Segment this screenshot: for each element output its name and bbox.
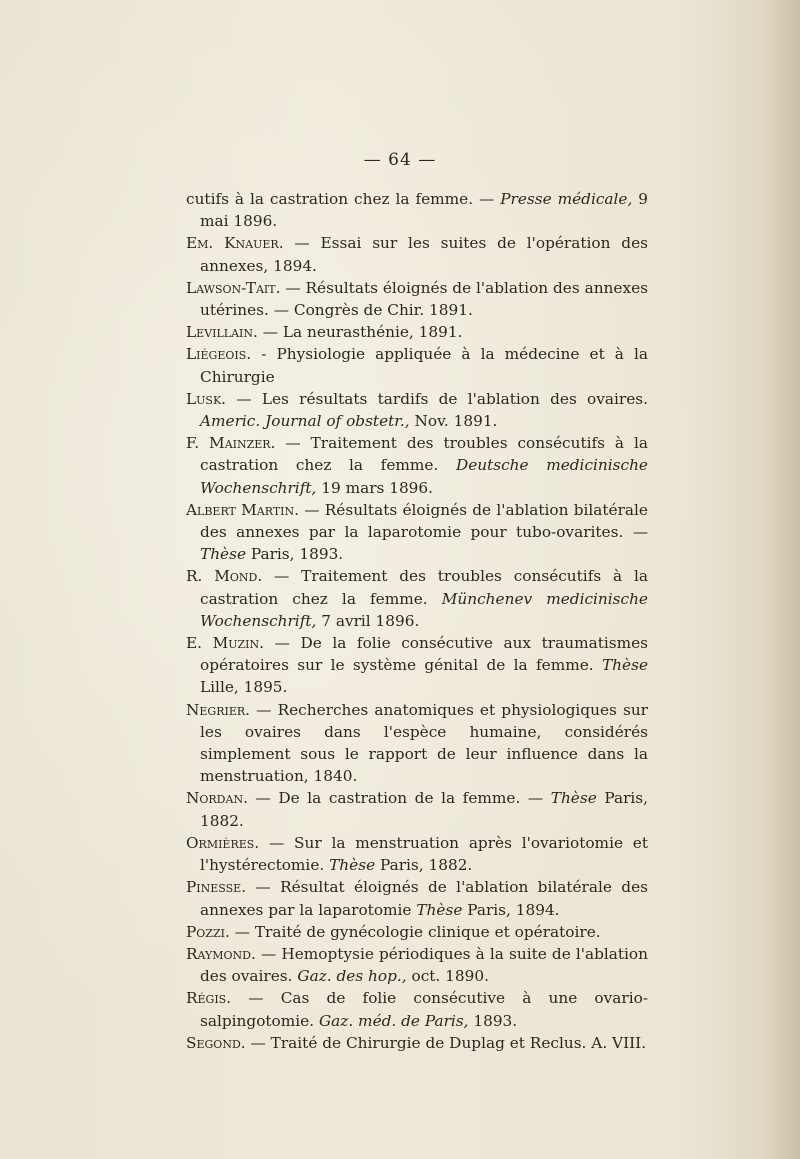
bibliography-entry: F. Mainzer. — Traitement des troubles consécutifs à la castration chez la femme. Deutsche medicinische Wochenschrift, 19 mars 1896. <box>186 434 648 497</box>
bibliography-list <box>186 188 648 1054</box>
page-edge-shadow <box>760 0 800 1159</box>
bibliography-entry: Lusk. — Les résultats tardifs de l'ablation des ovaires. Americ. Journal of obstetr., Nov. 1891. <box>186 389 648 431</box>
bibliography-entry: Nordan. — De la castration de la femme. — Thèse Paris, 1882. <box>186 789 648 830</box>
bibliography-entry: Raymond. — Hemoptysie périodiques à la suite de l'ablation des ovaires. Gaz. des hop., oct. 1890. <box>186 944 648 986</box>
bibliography-entry: Albert Martin. — Résultats éloignés de l'ablation bilatérale des annexes par la laparotomie pour tubo-ovarites. — Thèse Paris, 1893. <box>186 500 648 564</box>
bibliography-entry: Régis. — Cas de folie consécutive à une ovario-salpingotomie. Gaz. méd. de Paris, 1893. <box>186 989 648 1030</box>
bibliography-entry: Liégeois. - Physiologie appliquée à la médecine et à la Chirurgie <box>186 345 648 386</box>
bibliography-entry: Levillain. — La neurasthénie, 1891. <box>186 323 463 342</box>
bibliography-entry: Lawson-Tait. — Résultats éloignés de l'ablation des annexes utérines. — Congrès de Chir. 1891. <box>186 278 648 320</box>
bibliography-entry: E. Muzin. — De la folie consécutive aux traumatismes opératoires sur le système génital de la femme. Thèse Lille, 1895. <box>186 634 648 697</box>
page-number: — 64 — <box>363 150 437 170</box>
bibliography-entry: R. Mond. — Traitement des troubles consécutifs à la castration chez la femme. Münchenev medicinische Wochenschrift, 7 avril 1896. <box>186 567 648 630</box>
bibliography-entry: Pinesse. — Résultat éloignés de l'ablation bilatérale des annexes par la laparotomie Thèse Paris, 1894. <box>186 878 648 919</box>
bibliography-entry: Pozzi. — Traité de gynécologie clinique et opératoire. <box>186 922 601 941</box>
bibliography-entry: Em. Knauer. — Essai sur les suites de l'opération des annexes, 1894. <box>186 234 648 275</box>
bibliography-entry: Segond. — Traité de Chirurgie de Duplag et Reclus. A. VIII. <box>186 1033 647 1052</box>
bibliography-entry: Negrier. — Recherches anatomiques et physiologiques sur les ovaires dans l'espèce humaine, considérés simplement sous le rapport de leur influence dans la menstruation, 1840. <box>186 700 648 786</box>
bibliography-entry: cutifs à la castration chez la femme. — Presse médicale, 9 mai 1896. <box>186 190 648 231</box>
bibliography-entry: Ormières. — Sur la menstruation après l'ovariotomie et l'hystérectomie. Thèse Paris, 1882. <box>186 833 648 875</box>
